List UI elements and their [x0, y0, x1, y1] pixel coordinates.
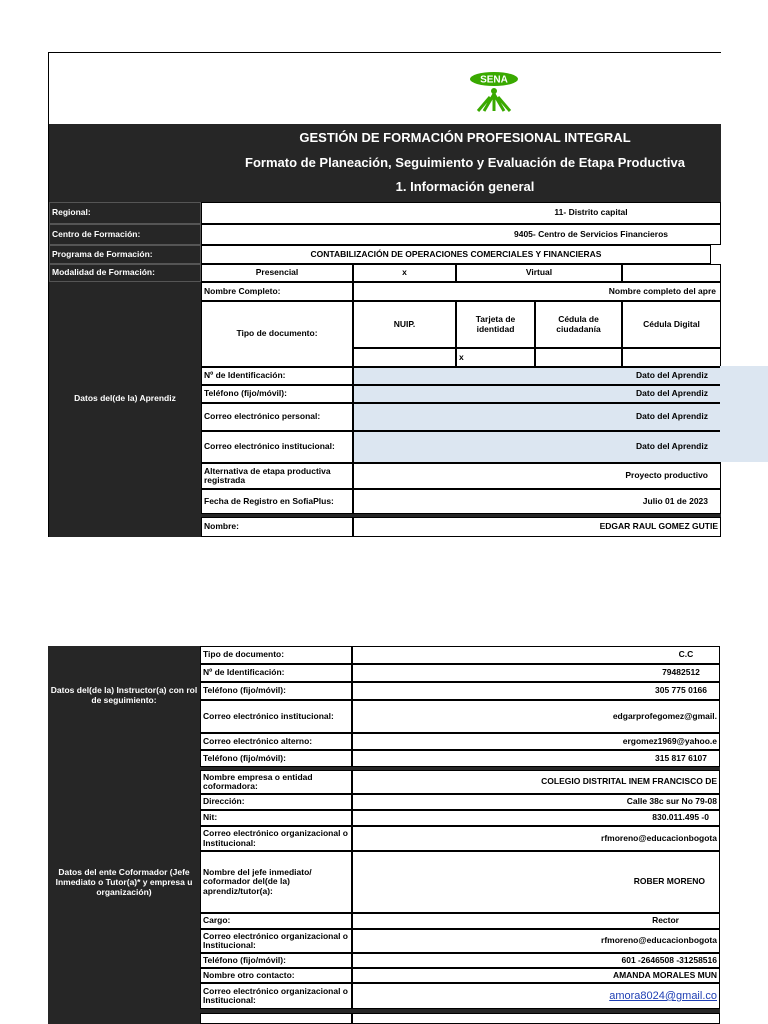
next-section-side — [48, 1013, 200, 1024]
modalidad-virtual: Virtual — [456, 264, 622, 282]
label-telefono: Teléfono (fijo/móvil): — [201, 385, 353, 403]
value-instr-telefono2: 315 817 6107 — [352, 750, 720, 767]
logo-area — [49, 53, 721, 124]
coformador-side-label: Datos del ente Coformador (Jefe Inmediato o Tutor(a)* y empresa u organización) — [48, 766, 200, 1013]
value-correo-org2: rfmoreno@educacionbogota — [352, 929, 720, 953]
doc-cedula-ciudadania: Cédula de ciudadanía — [535, 301, 622, 348]
form-page-2 — [48, 646, 720, 1024]
doc-cc-mark — [535, 348, 622, 367]
header-band — [49, 124, 721, 202]
label-coformador-telefono: Teléfono (fijo/móvil): — [200, 953, 352, 968]
label-nit: Nit: — [200, 810, 352, 826]
value-correo-personal: Dato del Aprendiz — [353, 403, 721, 431]
value-nombre: EDGAR RAUL GOMEZ GUTIE — [353, 517, 721, 537]
section-title: 1. Información general — [395, 179, 535, 194]
label-instr-telefono2: Teléfono (fijo/móvil): — [200, 750, 352, 767]
label-instr-telefono: Teléfono (fijo/móvil): — [200, 682, 352, 700]
label-correo-org: Correo electrónico organizacional o Institucional: — [200, 826, 352, 851]
label-correo-institucional: Correo electrónico institucional: — [201, 431, 353, 463]
value-correo-org3-cell — [352, 983, 720, 1009]
value-instr-identificacion: 79482512 — [352, 664, 720, 682]
label-instr-correo-inst: Correo electrónico institucional: — [200, 700, 352, 733]
doc-tarjeta-identidad: Tarjeta de identidad — [456, 301, 535, 348]
doc-nuip-mark — [353, 348, 456, 367]
instructor-side-top — [49, 516, 201, 537]
label-instr-correo-alt: Correo electrónico alterno: — [200, 733, 352, 750]
modalidad-presencial: Presencial — [201, 264, 353, 282]
label-correo-org3: Correo electrónico organizacional o Institucional: — [200, 983, 352, 1009]
label-regional: Regional: — [49, 202, 201, 224]
label-correo-personal: Correo electrónico personal: — [201, 403, 353, 431]
value-instr-tipo-doc: C.C — [352, 646, 720, 664]
modalidad-virtual-mark — [622, 264, 721, 282]
label-tipo-documento: Tipo de documento: — [201, 301, 353, 367]
label-identificacion: Nº de Identificación: — [201, 367, 353, 385]
value-instr-telefono: 305 775 0166 — [352, 682, 720, 700]
value-instr-correo-alt: ergomez1969@yahoo.e — [352, 733, 720, 750]
doc-ti-mark: x — [456, 348, 535, 367]
label-fecha-registro: Fecha de Registro en SofiaPlus: — [201, 489, 353, 514]
next-section-label — [200, 1013, 352, 1024]
label-centro: Centro de Formación: — [49, 224, 201, 245]
sena-logo — [468, 67, 520, 113]
value-identificacion: Dato del Aprendiz — [353, 367, 721, 385]
value-correo-institucional: Dato del Aprendiz — [353, 431, 721, 463]
correo-org3-link[interactable]: amora8024@gmail.co — [609, 989, 717, 1002]
value-alternativa: Proyecto productivo — [353, 463, 721, 489]
value-direccion: Calle 38c sur No 79-08 — [352, 794, 720, 810]
value-fecha-registro: Julio 01 de 2023 — [353, 489, 721, 514]
doc-cd-mark — [622, 348, 721, 367]
value-nombre-completo: Nombre completo del apre — [353, 282, 721, 301]
next-section-value — [352, 1013, 720, 1024]
form-subtitle: Formato de Planeación, Seguimiento y Evaluación de Etapa Productiva — [245, 155, 685, 170]
label-direccion: Dirección: — [200, 794, 352, 810]
value-telefono: Dato del Aprendiz — [353, 385, 721, 403]
value-instr-correo-inst: edgarprofegomez@gmail. — [352, 700, 720, 733]
label-instr-identificacion: Nº de Identificación: — [200, 664, 352, 682]
aprendiz-side-label: Datos del(de la) Aprendiz — [49, 282, 201, 516]
modalidad-mark: x — [353, 264, 456, 282]
doc-nuip: NUIP. — [353, 301, 456, 348]
blue-fill-overflow — [720, 366, 768, 462]
label-modalidad: Modalidad de Formación: — [49, 264, 201, 282]
label-otro-contacto: Nombre otro contacto: — [200, 968, 352, 983]
label-jefe: Nombre del jefe inmediato/ coformador del(de la) aprendiz/tutor(a): — [200, 851, 352, 913]
value-empresa: COLEGIO DISTRITAL INEM FRANCISCO DE — [352, 770, 720, 794]
form-page-1 — [48, 52, 721, 537]
value-cargo: Rector — [352, 913, 720, 929]
value-coformador-telefono: 601 -2646508 -31258516 — [352, 953, 720, 968]
label-programa: Programa de Formación: — [49, 245, 201, 264]
value-centro: 9405- Centro de Servicios Financieros — [201, 224, 721, 245]
value-nit: 830.011.495 -0 — [352, 810, 720, 826]
value-programa: CONTABILIZACIÓN DE OPERACIONES COMERCIALES Y FINANCIERAS — [201, 245, 711, 264]
value-otro-contacto: AMANDA MORALES MUN — [352, 968, 720, 983]
doc-cedula-digital: Cédula Digital — [622, 301, 721, 348]
label-nombre: Nombre: — [201, 517, 353, 537]
logo-text: SENA — [480, 74, 508, 86]
label-cargo: Cargo: — [200, 913, 352, 929]
label-empresa: Nombre empresa o entidad coformadora: — [200, 770, 352, 794]
label-instr-tipo-doc: Tipo de documento: — [200, 646, 352, 664]
label-nombre-completo: Nombre Completo: — [201, 282, 353, 301]
value-correo-org: rfmoreno@educacionbogota — [352, 826, 720, 851]
label-alternativa: Alternativa de etapa productiva registrada — [201, 463, 353, 489]
value-regional: 11- Distrito capital — [201, 202, 721, 224]
instructor-side-label: Datos del(de la) Instructor(a) con rol de seguimiento: — [48, 646, 200, 766]
value-jefe: ROBER MORENO — [352, 851, 720, 913]
form-title: GESTIÓN DE FORMACIÓN PROFESIONAL INTEGRAL — [299, 130, 631, 145]
label-correo-org2: Correo electrónico organizacional o Institucional: — [200, 929, 352, 953]
